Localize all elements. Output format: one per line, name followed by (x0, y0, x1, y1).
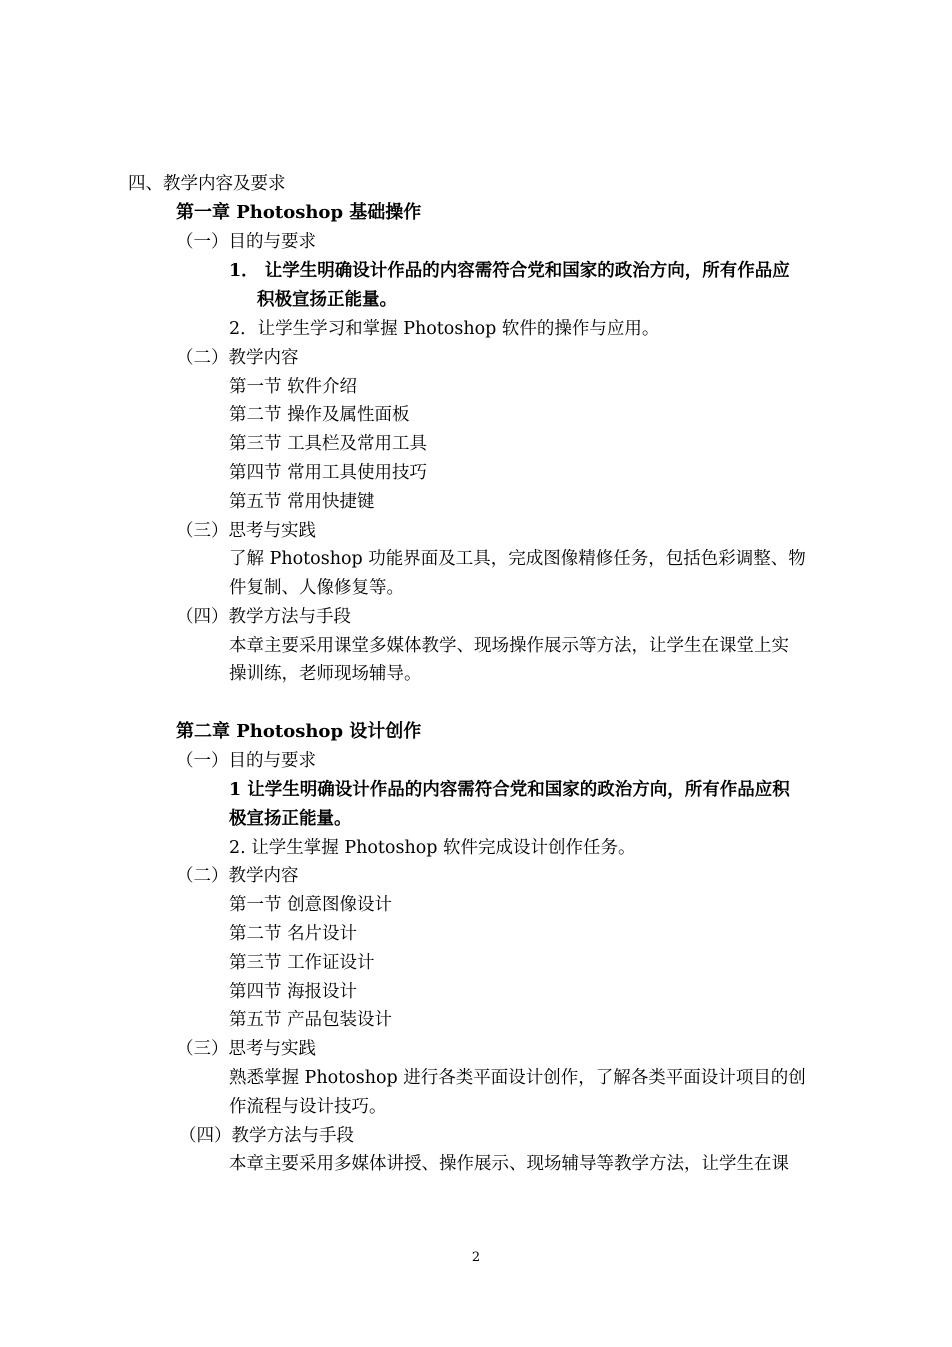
chapter2-section-4: 第四节 海报设计 (229, 982, 358, 1002)
chapter1-objective1-line1: 1． 让学生明确设计作品的内容需符合党和国家的政治方向，所有作品应 (229, 261, 790, 281)
chapter2-objective1-line1: 1 让学生明确设计作品的内容需符合党和国家的政治方向，所有作品应积 (229, 780, 790, 800)
chapter1-practice-line1: 了解 Photoshop 功能界面及工具，完成图像精修任务，包括色彩调整、物 (229, 549, 806, 569)
page-number: 2 (471, 1250, 481, 1265)
chapter2-section-2: 第二节 名片设计 (229, 924, 358, 944)
chapter2-content-heading: （二）教学内容 (176, 866, 299, 886)
chapter1-methods-line1: 本章主要采用课堂多媒体教学、现场操作展示等方法，让学生在课堂上实 (229, 636, 789, 656)
chapter2-section-1: 第一节 创意图像设计 (229, 895, 393, 915)
chapter2-methods-heading: （四）教学方法与手段 (179, 1126, 354, 1146)
chapter2-title: 第二章 Photoshop 设计创作 (176, 721, 422, 742)
chapter1-objective1-line2: 积极宣扬正能量。 (257, 290, 397, 310)
chapter2-section-5: 第五节 产品包装设计 (229, 1010, 393, 1030)
chapter1-practice-line2: 件复制、人像修复等。 (229, 578, 404, 598)
chapter1-objectives-heading: （一）目的与要求 (176, 232, 316, 252)
chapter2-objectives-heading: （一）目的与要求 (176, 751, 316, 771)
section-heading: 四、教学内容及要求 (128, 174, 286, 194)
chapter1-methods-heading: （四）教学方法与手段 (176, 607, 351, 627)
chapter1-practice-heading: （三）思考与实践 (176, 521, 316, 541)
chapter2-objective1-line2: 极宣扬正能量。 (229, 809, 352, 829)
chapter1-methods-line2: 操训练，老师现场辅导。 (229, 664, 422, 684)
chapter1-title: 第一章 Photoshop 基础操作 (176, 202, 422, 223)
chapter1-objective2: 2．让学生学习和掌握 Photoshop 软件的操作与应用。 (229, 319, 660, 339)
chapter1-content-heading: （二）教学内容 (176, 348, 299, 368)
chapter1-section-5: 第五节 常用快捷键 (229, 492, 375, 512)
chapter1-section-2: 第二节 操作及属性面板 (229, 405, 410, 425)
chapter2-practice-heading: （三）思考与实践 (176, 1039, 316, 1059)
chapter2-practice-line1: 熟悉掌握 Photoshop 进行各类平面设计创作，了解各类平面设计项目的创 (229, 1068, 806, 1088)
chapter1-section-4: 第四节 常用工具使用技巧 (229, 463, 428, 483)
chapter2-practice-line2: 作流程与设计技巧。 (229, 1097, 387, 1117)
chapter1-section-3: 第三节 工具栏及常用工具 (229, 434, 428, 454)
chapter1-section-1: 第一节 软件介绍 (229, 377, 358, 397)
chapter2-objective2: 2. 让学生掌握 Photoshop 软件完成设计创作任务。 (229, 838, 636, 858)
chapter2-methods-line1: 本章主要采用多媒体讲授、操作展示、现场辅导等教学方法，让学生在课 (229, 1154, 789, 1174)
chapter2-section-3: 第三节 工作证设计 (229, 953, 375, 973)
